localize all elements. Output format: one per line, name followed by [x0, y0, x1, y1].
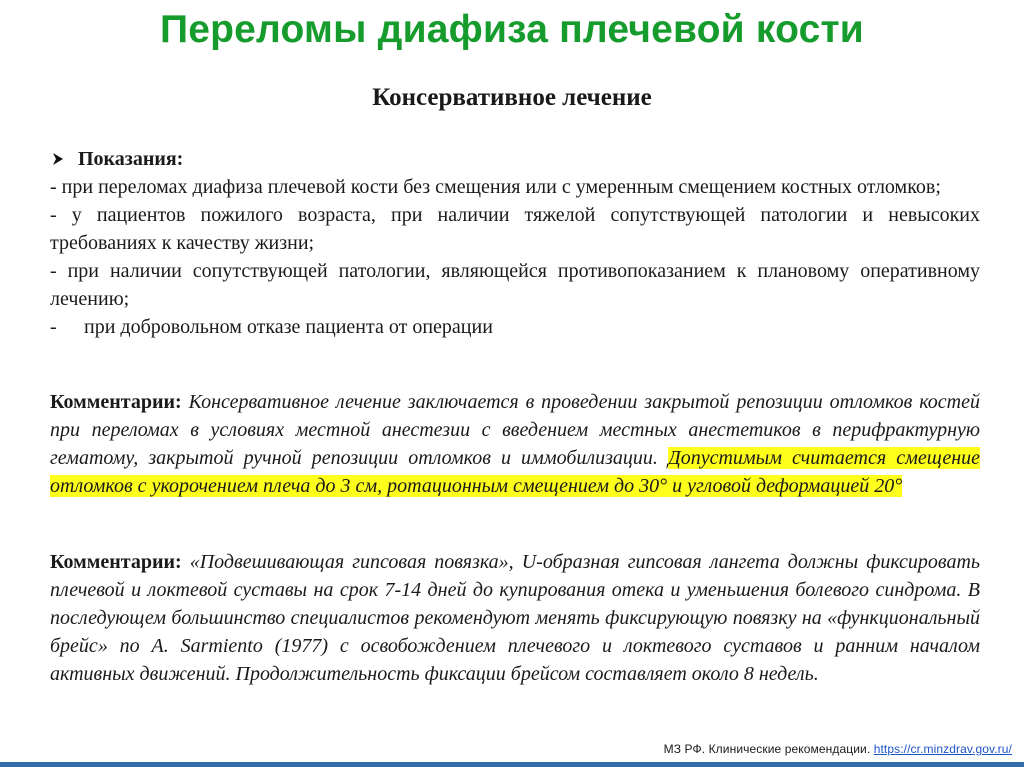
indication-item-last: [50, 313, 980, 341]
highlighted-text: Допустимым считается смещение отломков с укорочением плеча до 3 см, ротационным смещением до 30° и угловой деформацией 20°: [50, 447, 980, 497]
indications-heading-row: [50, 145, 980, 173]
arrow-bullet-icon: [52, 152, 64, 166]
indication-item: - при переломах диафиза плечевой кости без смещения или с умеренным смещением костных отломков;: [50, 176, 941, 198]
comment-text: «Подвешивающая гипсовая повязка», U-образная гипсовая лангета должны фиксировать плечевой и локтевой суставы на срок 7-14 дней до купирования отека и уменьшения болевого синдрома. В последующем большинство специалистов рекомендуют менять фиксирующую повязку на «функциональный брейс» по A. Sarmiento (1977) с освобождением плечевого и локтевого суставов и ранним началом активных движений. Продолжительность фиксации брейсом составляет около 8 недель.: [50, 551, 980, 685]
comment-label: Комментарии:: [50, 391, 182, 413]
footer-link[interactable]: https://cr.minzdrav.gov.ru/: [873, 742, 1012, 756]
indication-item: - у пациентов пожилого возраста, при наличии тяжелой сопутствующей патологии и невысоких требованиях к качеству жизни;: [50, 204, 980, 254]
indications-block: [50, 145, 980, 341]
page-title: Переломы диафиза плечевой кости: [160, 8, 864, 51]
indication-item-text: при добровольном отказе пациента от операции: [84, 316, 493, 338]
indication-item: - при наличии сопутствующей патологии, являющейся противопоказанием к плановому оперативному лечению;: [50, 260, 980, 310]
comment-block-1: [50, 388, 980, 500]
bottom-accent-bar: [0, 762, 1024, 767]
indication-dash: -: [50, 316, 57, 338]
indications-heading: Показания:: [78, 148, 184, 170]
footer-text: МЗ РФ. Клинические рекомендации.: [663, 742, 874, 756]
comment-label: Комментарии:: [50, 551, 182, 573]
footer-source: [664, 742, 1012, 756]
comment-text: Консервативное лечение заключается в проведении закрытой репозиции отломков костей при переломах в условиях местной анестезии с введением местных анестетиков в перифрактурную гематому, закрытой ручной репозиции отломков и иммобилизации.: [50, 391, 980, 469]
comment-block-2: [50, 548, 980, 688]
section-subtitle: Консервативное лечение: [372, 84, 652, 111]
